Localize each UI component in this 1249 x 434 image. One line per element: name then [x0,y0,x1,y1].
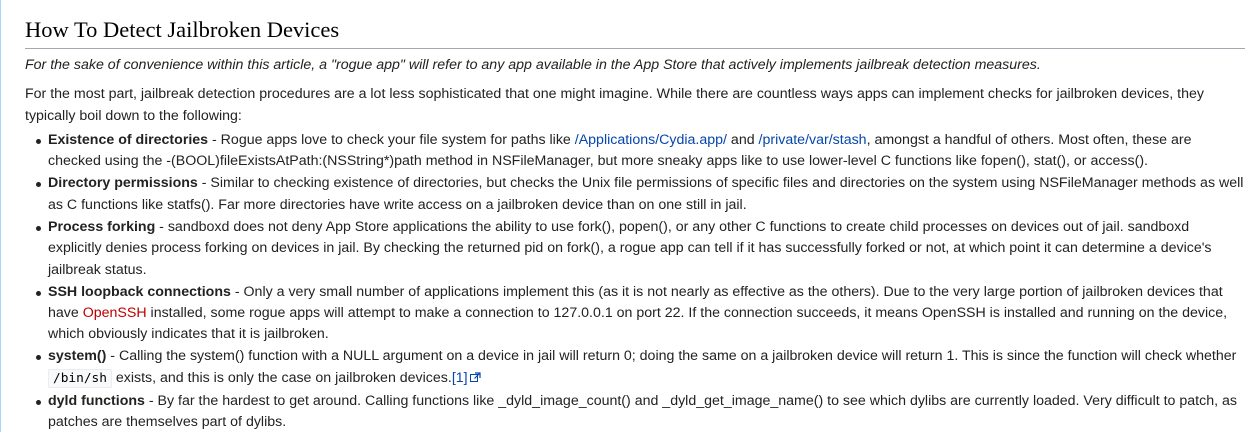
item-text: - Similar to checking existence of directories, but checks the Unix file permissions of specific files and directories on the system using NSFileManager methods as well as C functions like statfs(). Far more directories have write access on a jailbroken device than on one still in jail. [48,175,1244,213]
item-title: dyld functions [48,392,145,409]
item-title: system() [48,348,107,365]
list-item [25,282,1245,346]
item-text: - sandboxd does not deny App Store applications the ability to use fork(), popen(), or any other C functions to create child processes on devices out of jail. sandboxd explicitly denies process forking on devices in jail. By checking the returned pid on fork(), a rogue app can tell if it has successfully forked or not, at which point it can determine a device's jailbreak status. [48,218,1212,278]
list-item [25,130,1245,173]
item-title: Existence of directories [48,132,209,148]
section-heading: How To Detect Jailbroken Devices [25,14,1245,49]
list-item [25,346,1245,390]
stash-path-link[interactable]: /private/var/stash [758,132,867,148]
page-left-border [0,0,1,432]
intro-note: For the sake of convenience within this article, a "rogue app" will refer to any app available in the App Store that actively implements jailbreak detection measures. [25,57,1041,73]
item-title: Directory permissions [48,175,198,192]
item-text: and [726,132,759,148]
list-item [25,217,1245,281]
article-section [25,14,1245,434]
item-text: , amongst a handful of others. Most often, these are checked using the -(BOOL)fileExistsAtPath:(NSString*)path method in NSFileManager, but more sneaky apps like to use lower-level C functions like fopen(), stat(), or access(). [48,132,1192,170]
lead-paragraph: For the most part, jailbreak detection procedures are a lot less sophisticated that one might imagine. While there are countless ways apps can implement checks for jailbroken devices, they typically boil down to the following: [25,86,1204,124]
item-title: SSH loopback connections [48,283,231,300]
item-text: - Only a very small number of applications implement this (as it is not nearly as effective as the others). Due to the very large portion of jailbroken devices that have [48,283,1223,322]
list-item [25,391,1245,434]
item-title: Process forking [48,218,156,235]
item-text: - Calling the system() function with a NULL argument on a device in jail will return 0; doing the same on a jailbroken device will return 1. This is since the function will check whether [106,348,1237,365]
detection-methods-list [25,130,1245,434]
cydia-path-link[interactable]: /Applications/Cydia.app/ [574,132,727,148]
list-item [25,173,1245,216]
openssh-link[interactable]: OpenSSH [82,305,147,322]
external-link-icon[interactable] [470,369,481,390]
item-text: installed, some rogue apps will attempt to make a connection to 127.0.0.1 on port 22. If the connection succeeds, it means OpenSSH is installed and running on the device, which obviously indicates that it is jailbroken. [48,305,1228,343]
item-text: - Rogue apps love to check your file system for paths like [208,132,575,148]
bin-sh-code: /bin/sh [48,369,112,388]
item-text: - By far the hardest to get around. Calling functions like _dyld_image_count() and _dyld_get_image_name() to see which dylibs are currently loaded. Very difficult to patch, as patches are themselves part of dylibs. [48,392,1237,431]
reference-link[interactable]: [1] [451,369,468,386]
item-text: exists, and this is only the case on jailbroken devices. [111,369,452,386]
